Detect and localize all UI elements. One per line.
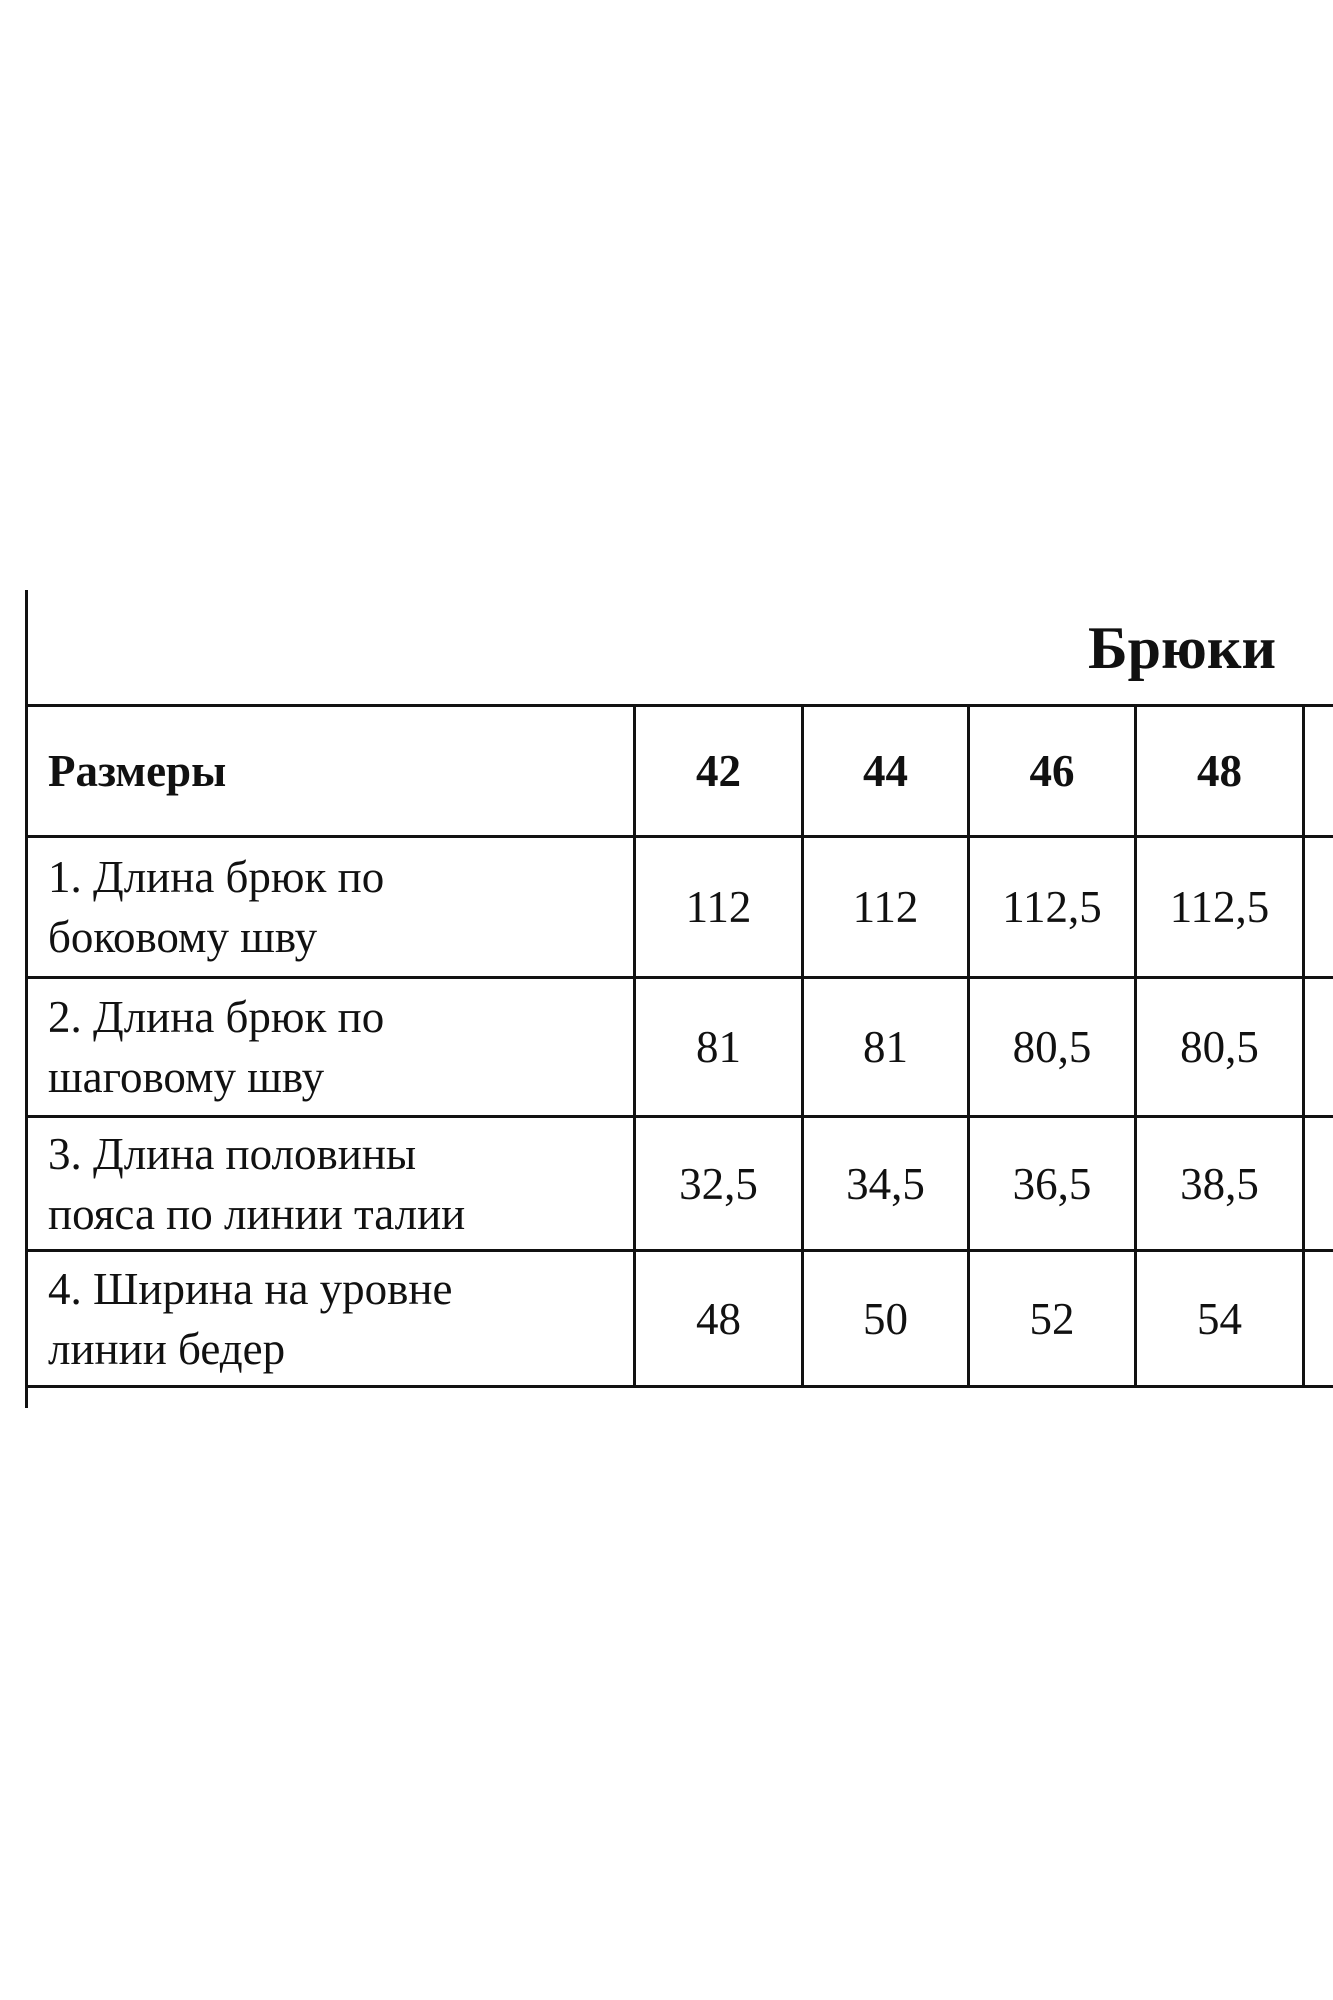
row-4-label-cell	[48, 1252, 628, 1385]
row-1-label-line2: боковому шву	[48, 912, 318, 962]
header-label-cell	[48, 707, 628, 835]
table-left-border	[25, 590, 28, 1408]
header-size-44: 44	[863, 746, 908, 796]
row-1-value-42: 112	[685, 882, 752, 932]
row-1-label-cell	[48, 838, 628, 976]
table-title: Брюки	[1088, 615, 1277, 681]
row-3-value-48: 38,5	[1180, 1158, 1259, 1209]
row-1-label-line1: 1. Длина брюк по	[48, 852, 385, 902]
header-size-48: 48	[1197, 746, 1242, 796]
header-size-46: 46	[1029, 746, 1075, 796]
row-3-value-42: 32,5	[679, 1158, 758, 1209]
row-1-value-44: 112	[852, 882, 919, 932]
row-2-value-44: 81	[863, 1022, 908, 1072]
header-size-42: 42	[696, 746, 741, 796]
row-3-label-line2: пояса по линии талии	[48, 1188, 466, 1239]
row-4-label-line2: линии бедер	[48, 1323, 286, 1374]
row-4-label-line1: 4. Ширина на уровне	[48, 1263, 453, 1314]
row-4-value-42: 48	[696, 1293, 741, 1344]
row-3-value-44: 34,5	[846, 1158, 925, 1209]
row-2-value-42: 81	[696, 1022, 741, 1072]
header-label: Размеры	[48, 746, 227, 796]
row-3-label-line1: 3. Длина половины	[48, 1128, 417, 1179]
row-4-value-44: 50	[863, 1293, 908, 1344]
row-3-value-46: 36,5	[1012, 1158, 1092, 1209]
row-2-value-48: 80,5	[1180, 1022, 1259, 1072]
row-1-value-46: 112,5	[1002, 882, 1102, 932]
row-2-label-cell	[48, 979, 628, 1115]
row-4-value-46: 52	[1029, 1293, 1075, 1344]
column-divider-5	[1302, 704, 1305, 1388]
row-2-label-line1: 2. Длина брюк по	[48, 992, 385, 1042]
row-3-label-cell	[48, 1118, 628, 1249]
row-2-value-46: 80,5	[1012, 1022, 1092, 1072]
row-1-value-48: 112,5	[1169, 882, 1270, 932]
row-4-value-48: 54	[1197, 1293, 1242, 1344]
row-2-label-line2: шаговому шву	[48, 1052, 325, 1102]
